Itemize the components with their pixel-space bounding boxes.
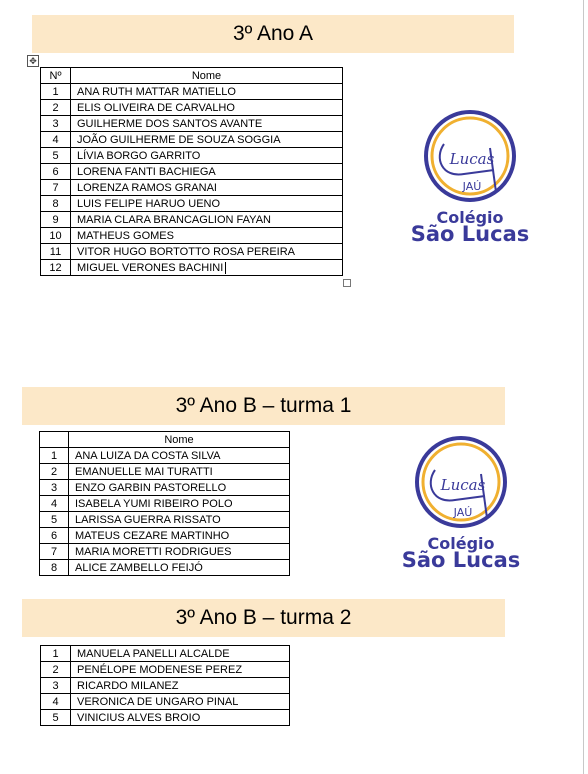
school-logo xyxy=(381,434,541,574)
table-row xyxy=(40,448,290,464)
table-row xyxy=(41,228,343,244)
logo-script: Lucas xyxy=(449,150,495,168)
logo-line1: Colégio xyxy=(436,208,504,227)
school-logo xyxy=(390,108,550,248)
student-name[interactable] xyxy=(71,260,343,276)
table-row xyxy=(41,694,290,710)
student-name-text: MATEUS CEZARE MARTINHO xyxy=(75,529,230,542)
student-name-text: LÍVIA BORGO GARRITO xyxy=(77,149,201,162)
table-row xyxy=(40,528,290,544)
student-name[interactable] xyxy=(71,116,343,132)
section-b2-title: 3º Ano B – turma 2 xyxy=(22,599,505,637)
table-header-row xyxy=(41,68,343,84)
student-name[interactable] xyxy=(71,164,343,180)
table-row xyxy=(41,164,343,180)
student-name[interactable] xyxy=(71,212,343,228)
student-name-text: ELIS OLIVEIRA DE CARVALHO xyxy=(77,101,235,114)
student-name[interactable] xyxy=(71,244,343,260)
row-number: 5 xyxy=(41,148,71,164)
logo-city: JAÚ xyxy=(453,506,473,519)
student-name[interactable] xyxy=(71,132,343,148)
table-row xyxy=(41,212,343,228)
student-name[interactable] xyxy=(69,512,290,528)
table-row xyxy=(40,544,290,560)
row-number: 5 xyxy=(41,710,71,726)
student-name[interactable] xyxy=(69,480,290,496)
student-name-text: LORENZA RAMOS GRANAI xyxy=(77,181,217,194)
logo-line2: São Lucas xyxy=(410,222,530,246)
class-b2-table xyxy=(40,645,290,726)
row-number: 8 xyxy=(41,196,71,212)
col-number-header xyxy=(40,432,69,448)
student-name[interactable] xyxy=(69,528,290,544)
student-name-text: MARIA CLARA BRANCAGLION FAYAN xyxy=(77,213,271,226)
student-name-text: VITOR HUGO BORTOTTO ROSA PEREIRA xyxy=(77,245,296,258)
student-name-text: ANA RUTH MATTAR MATIELLO xyxy=(77,85,236,98)
row-number: 4 xyxy=(40,496,69,512)
row-number: 8 xyxy=(40,560,69,576)
row-number: 6 xyxy=(41,164,71,180)
logo-line2: São Lucas xyxy=(401,548,521,572)
table-row xyxy=(41,196,343,212)
table-row xyxy=(41,148,343,164)
student-name-text: ISABELA YUMI RIBEIRO POLO xyxy=(75,497,233,510)
student-name[interactable] xyxy=(71,84,343,100)
student-name-text: MATHEUS GOMES xyxy=(77,229,174,242)
page-edge xyxy=(583,0,584,774)
logo-emblem-icon xyxy=(381,434,541,534)
row-number: 2 xyxy=(41,662,71,678)
table-row xyxy=(40,512,290,528)
student-name-text: JOÃO GUILHERME DE SOUZA SOGGIA xyxy=(77,133,281,146)
class-a-table xyxy=(40,67,343,276)
student-name[interactable] xyxy=(71,678,290,694)
student-name[interactable] xyxy=(71,180,343,196)
student-name-text: EMANUELLE MAI TURATTI xyxy=(75,465,213,478)
student-name[interactable] xyxy=(71,646,290,662)
student-name[interactable] xyxy=(69,496,290,512)
table-row xyxy=(41,116,343,132)
col-name-header: Nome xyxy=(69,432,290,448)
table-row xyxy=(41,710,290,726)
row-number: 1 xyxy=(41,646,71,662)
col-number-header: Nº xyxy=(41,68,71,84)
table-row xyxy=(40,480,290,496)
student-name[interactable] xyxy=(69,544,290,560)
row-number: 2 xyxy=(40,464,69,480)
logo-city: JAÚ xyxy=(462,180,482,193)
student-name[interactable] xyxy=(69,560,290,576)
student-name-text: LUIS FELIPE HARUO UENO xyxy=(77,197,221,210)
student-name-text: GUILHERME DOS SANTOS AVANTE xyxy=(77,117,263,130)
row-number: 7 xyxy=(41,180,71,196)
row-number: 5 xyxy=(40,512,69,528)
student-name[interactable] xyxy=(71,196,343,212)
row-number: 12 xyxy=(41,260,71,276)
student-name-text: MARIA MORETTI RODRIGUES xyxy=(75,545,232,558)
table-row xyxy=(41,100,343,116)
row-number: 4 xyxy=(41,694,71,710)
student-name-text: ENZO GARBIN PASTORELLO xyxy=(75,481,227,494)
table-header-row xyxy=(40,432,290,448)
row-number: 9 xyxy=(41,212,71,228)
student-name[interactable] xyxy=(71,710,290,726)
table-row xyxy=(41,662,290,678)
row-number: 11 xyxy=(41,244,71,260)
row-number: 7 xyxy=(40,544,69,560)
student-name-text: MANUELA PANELLI ALCALDE xyxy=(77,647,230,660)
student-name-text: PENÉLOPE MODENESE PEREZ xyxy=(77,663,243,676)
table-row xyxy=(41,84,343,100)
student-name-text: VERONICA DE UNGARO PINAL xyxy=(77,695,239,708)
row-number: 1 xyxy=(40,448,69,464)
row-number: 10 xyxy=(41,228,71,244)
student-name[interactable] xyxy=(69,464,290,480)
student-name[interactable] xyxy=(69,448,290,464)
row-number: 4 xyxy=(41,132,71,148)
class-b1-table xyxy=(39,431,290,576)
text-cursor xyxy=(225,262,226,274)
logo-emblem-icon xyxy=(390,108,550,208)
table-row xyxy=(40,464,290,480)
table-row xyxy=(40,560,290,576)
row-number: 6 xyxy=(40,528,69,544)
table-row xyxy=(40,496,290,512)
row-number: 1 xyxy=(41,84,71,100)
logo-script: Lucas xyxy=(440,476,486,494)
student-name-text: LORENA FANTI BACHIEGA xyxy=(77,165,216,178)
student-name-text: MIGUEL VERONES BACHINI xyxy=(77,261,224,274)
section-b1-title: 3º Ano B – turma 1 xyxy=(22,387,505,425)
student-name-text: LARISSA GUERRA RISSATO xyxy=(75,513,221,526)
student-name-text: RICARDO MILANEZ xyxy=(77,679,179,692)
student-name-text: ANA LUIZA DA COSTA SILVA xyxy=(75,449,221,462)
table-move-handle-icon[interactable]: ✥ xyxy=(27,55,39,67)
student-name-text: VINICIUS ALVES BROIO xyxy=(77,711,201,724)
table-resize-handle[interactable] xyxy=(343,279,351,287)
logo-line1: Colégio xyxy=(427,534,495,553)
table-row xyxy=(41,244,343,260)
table-row xyxy=(41,678,290,694)
row-number: 3 xyxy=(40,480,69,496)
table-row xyxy=(41,260,343,276)
row-number: 3 xyxy=(41,678,71,694)
student-name[interactable] xyxy=(71,694,290,710)
student-name[interactable] xyxy=(71,662,290,678)
section-a-title: 3º Ano A xyxy=(32,15,514,53)
student-name-text: ALICE ZAMBELLO FEIJÓ xyxy=(75,561,203,574)
student-name[interactable] xyxy=(71,100,343,116)
student-name[interactable] xyxy=(71,228,343,244)
table-row xyxy=(41,180,343,196)
table-row xyxy=(41,132,343,148)
student-name[interactable] xyxy=(71,148,343,164)
col-name-header: Nome xyxy=(71,68,343,84)
row-number: 3 xyxy=(41,116,71,132)
row-number: 2 xyxy=(41,100,71,116)
table-row xyxy=(41,646,290,662)
